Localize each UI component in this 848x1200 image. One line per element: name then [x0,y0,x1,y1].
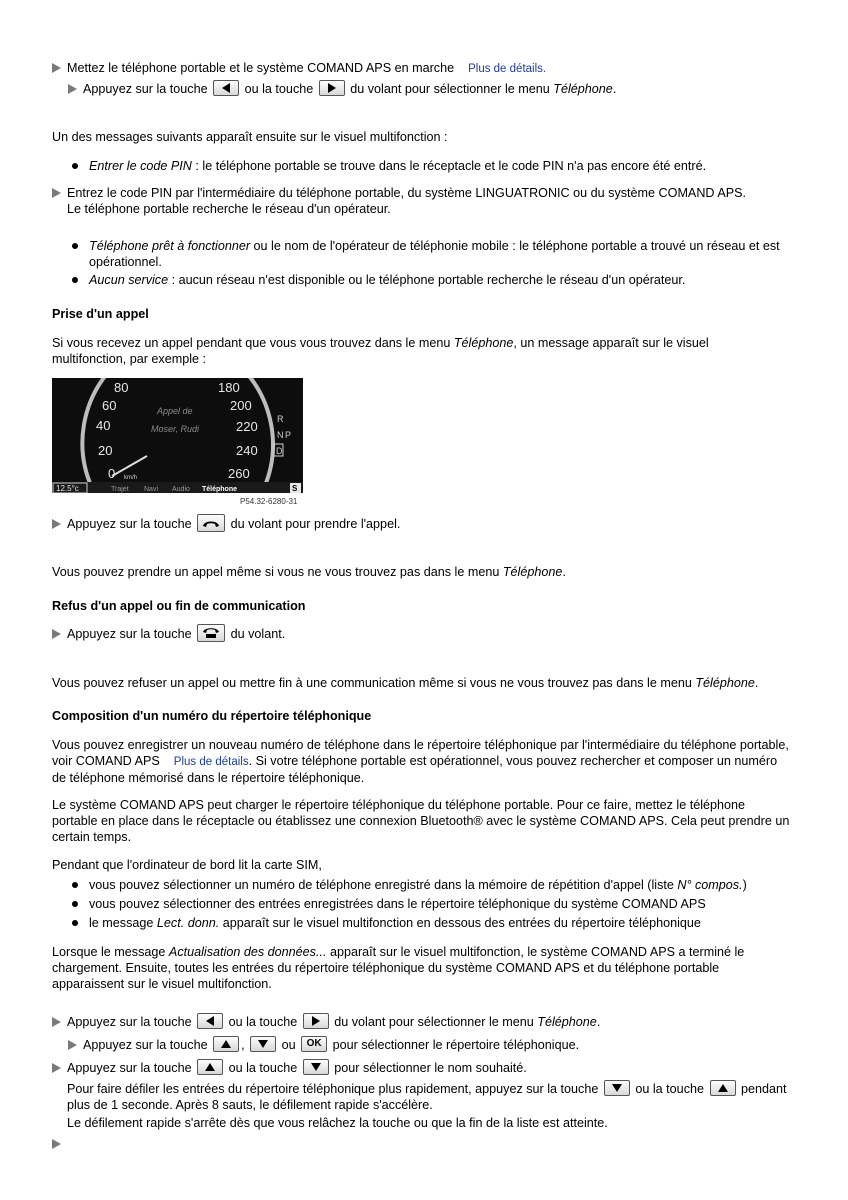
text: apparaît sur le visuel multifonction en dessous des entrées du répertoire téléphonique [219,916,701,930]
unit-label: km/h [124,475,138,481]
image-caption: P54.32-6280-31 [240,497,298,506]
gear-indicator: D [276,446,283,456]
text: Vous pouvez prendre un appel même si vous ne vous trouvez pas dans le menu [52,565,503,579]
step-text: du volant. [230,627,286,641]
left-key-icon [213,80,239,96]
left-key-icon [197,1013,223,1029]
menu-item: Audio [172,486,190,493]
step-text: Le téléphone portable recherche le réseau d'un opérateur. [67,202,391,216]
step-text: du volant pour sélectionner le menu [350,82,554,96]
speed-label: 240 [236,443,258,458]
punct: . [562,565,566,579]
down-key-icon [250,1036,276,1052]
speed-label: 0 [108,466,116,481]
caller-label: Appel de [157,406,193,416]
bullet-icon [72,920,78,926]
answer-call-key-icon [197,514,225,532]
step-text: Appuyez sur la touche [67,627,192,641]
take-call-paragraph [52,335,752,367]
step-arrow-icon [68,84,77,94]
text: Vous pouvez refuser un appel ou mettre fin à une communication même si vous ne vous trouvez pas dans le menu [52,676,696,690]
text: Vous pouvez enregistrer un nouveau numéro de téléphone dans le répertoire téléphonique par l'intermédiaire du téléphone portable, voir COMAND APS [52,738,789,768]
ok-key-icon [301,1036,327,1052]
step-text: Appuyez sur la touche [67,1061,192,1075]
step-text: Appuyez sur la touche [67,1015,192,1029]
text: , un message apparaît sur le visuel multifonction, par exemple : [52,336,709,366]
step-arrow-icon [52,1017,61,1027]
step-arrow-icon [52,519,61,529]
message-name: Téléphone prêt à fonctionner [89,239,251,253]
down-key-icon [303,1059,329,1075]
messages-intro: Un des messages suivants apparaît ensuite sur le visuel multifonction : [52,130,448,144]
gear-indicator: N [277,430,284,440]
punct: . [754,676,759,690]
dial-paragraph-4 [52,944,792,992]
heading-refuse-call: Refus d'un appel ou fin de communication [52,599,306,613]
menu-item: Trajet [111,486,129,493]
dial-paragraph-3: Pendant que l'ordinateur de bord lit la carte SIM, [52,858,322,872]
details-link[interactable]: Plus de détails [173,756,249,768]
speed-label: 200 [230,398,252,413]
step-arrow-icon [52,629,61,639]
menu-name: Téléphone [502,565,563,579]
speed-label: 20 [98,443,113,458]
step-continue [52,1136,72,1150]
up-key-icon [197,1059,223,1075]
step-text: pour sélectionner le nom souhaité. [334,1061,527,1075]
bullet-icon [72,163,78,169]
speed-label: 80 [114,380,129,395]
menu-name: Téléphone [553,82,613,96]
text: Lorsque le message [52,945,169,959]
gear-indicator: R [277,414,284,424]
right-key-icon [319,80,345,96]
step-text: Mettez le téléphone portable et le système COMAND APS en marche [67,61,455,75]
step-text: ou la touche [228,1015,298,1029]
step-text: Le défilement rapide s'arrête dès que vous relâchez la touche ou que la fin de la liste est atteinte. [67,1116,608,1130]
up-key-icon [213,1036,239,1052]
menu-name: Téléphone [453,336,514,350]
list-name: N° compos. [677,878,743,892]
step-text: ou [281,1038,296,1052]
text: apparaît sur le visuel multifonction, le système COMAND APS a terminé le chargement. Ensuite, toutes les entrées du répertoire téléphonique du système COMAND APS et du téléphone portable apparaissent sur le visuel multifonction. [52,945,745,991]
message-name: Lect. donn. [156,916,220,930]
dial-paragraph-2: Le système COMAND APS peut charger le répertoire téléphonique du téléphone portable. Pour ce faire, mettez le téléphone portable en place dans le réceptacle ou établissez une connexion Bluetooth® avec le système COMAND APS. Cela peut prendre un certain temps. [52,798,790,844]
end-call-key-icon [197,624,225,642]
message-name: Actualisation des données... [168,945,327,959]
text: le message [89,916,157,930]
menu-item: Navi [144,486,159,493]
punct: , [241,1038,245,1052]
take-call-note [52,564,812,580]
punct: . [612,82,617,96]
message-desc: : le téléphone portable se trouve dans le réceptacle et le code PIN n'a pas encore été entré. [191,159,707,173]
dial-paragraph-1 [52,737,792,786]
menu-name: Téléphone [537,1015,597,1029]
heading-take-call: Prise d'un appel [52,307,149,321]
step-text: Appuyez sur la touche [83,82,208,96]
down-key-icon [604,1080,630,1096]
speed-label: 220 [236,419,258,434]
step-arrow-icon [52,1139,61,1149]
step-text: ou la touche [635,1082,704,1096]
step-arrow-icon [52,188,61,198]
speed-label: 60 [102,398,117,413]
temp-readout: 12.5°c [56,484,79,493]
message-name: Aucun service [89,273,169,287]
step-text: Entrez le code PIN par l'intermédiaire du téléphone portable, du système LINGUATRONIC ou du système COMAND APS. [67,186,747,200]
step-text: Pour faire défiler les entrées du répertoire téléphonique plus rapidement, appuyez sur la touche [67,1082,599,1096]
step-text: du volant pour sélectionner le menu [334,1015,538,1029]
text: . Si votre téléphone portable est opérationnel, vous pouvez rechercher et composer un numéro de téléphone mémorisé dans le répertoire téléphonique. [52,754,778,785]
step-text: Appuyez sur la touche [67,517,192,531]
menu-item: Téléphone [202,486,238,493]
s-indicator: S [292,484,298,493]
speed-label: 260 [228,466,250,481]
punct: ) [742,878,747,892]
message-name: Entrer le code PIN [89,159,192,173]
message-desc: ou le nom de l'opérateur de téléphonie mobile : le téléphone portable a trouvé un réseau et est opérationnel. [89,239,780,269]
heading-dial-phonebook: Composition d'un numéro du répertoire téléphonique [52,709,372,723]
step-text: pendant plus de 1 seconde. Après 8 sauts, le défilement rapide s'accélère. [67,1082,787,1112]
bullet-icon [72,901,78,907]
bullet-icon [72,882,78,888]
cluster-graphic [52,378,303,493]
menu-name: Téléphone [695,676,755,690]
step-arrow-icon [68,1040,77,1050]
message-desc: : aucun réseau n'est disponible ou le téléphone portable recherche le réseau d'un opérateur. [168,273,686,287]
punct: . [596,1015,601,1029]
step-text: ou la touche [228,1061,298,1075]
step-text: du volant pour prendre l'appel. [230,517,401,531]
step-text: pour sélectionner le répertoire téléphonique. [332,1038,580,1052]
text: Si vous recevez un appel pendant que vous vous trouvez dans le menu [52,336,454,350]
gear-indicator: P [285,430,292,440]
step-text: Appuyez sur la touche [83,1038,208,1052]
details-link[interactable]: Plus de détails. [468,63,547,75]
step-arrow-icon [52,1063,61,1073]
refuse-note [52,675,812,691]
bullet-icon [72,277,78,283]
step-text: ou la touche [244,82,314,96]
ok-key-label: OK [306,1038,322,1050]
caller-name: Moser, Rudi [151,424,200,434]
text: vous pouvez sélectionner un numéro de téléphone enregistré dans la mémoire de répétition d'appel (liste [89,878,678,892]
right-key-icon [303,1013,329,1029]
speed-label: 180 [218,380,240,395]
speed-label: 40 [96,418,111,433]
up-key-icon [710,1080,736,1096]
instrument-cluster-image [52,378,303,493]
bullet-icon [72,243,78,249]
text: vous pouvez sélectionner des entrées enregistrées dans le répertoire téléphonique du système COMAND APS [89,897,706,911]
step-arrow-icon [52,63,61,73]
